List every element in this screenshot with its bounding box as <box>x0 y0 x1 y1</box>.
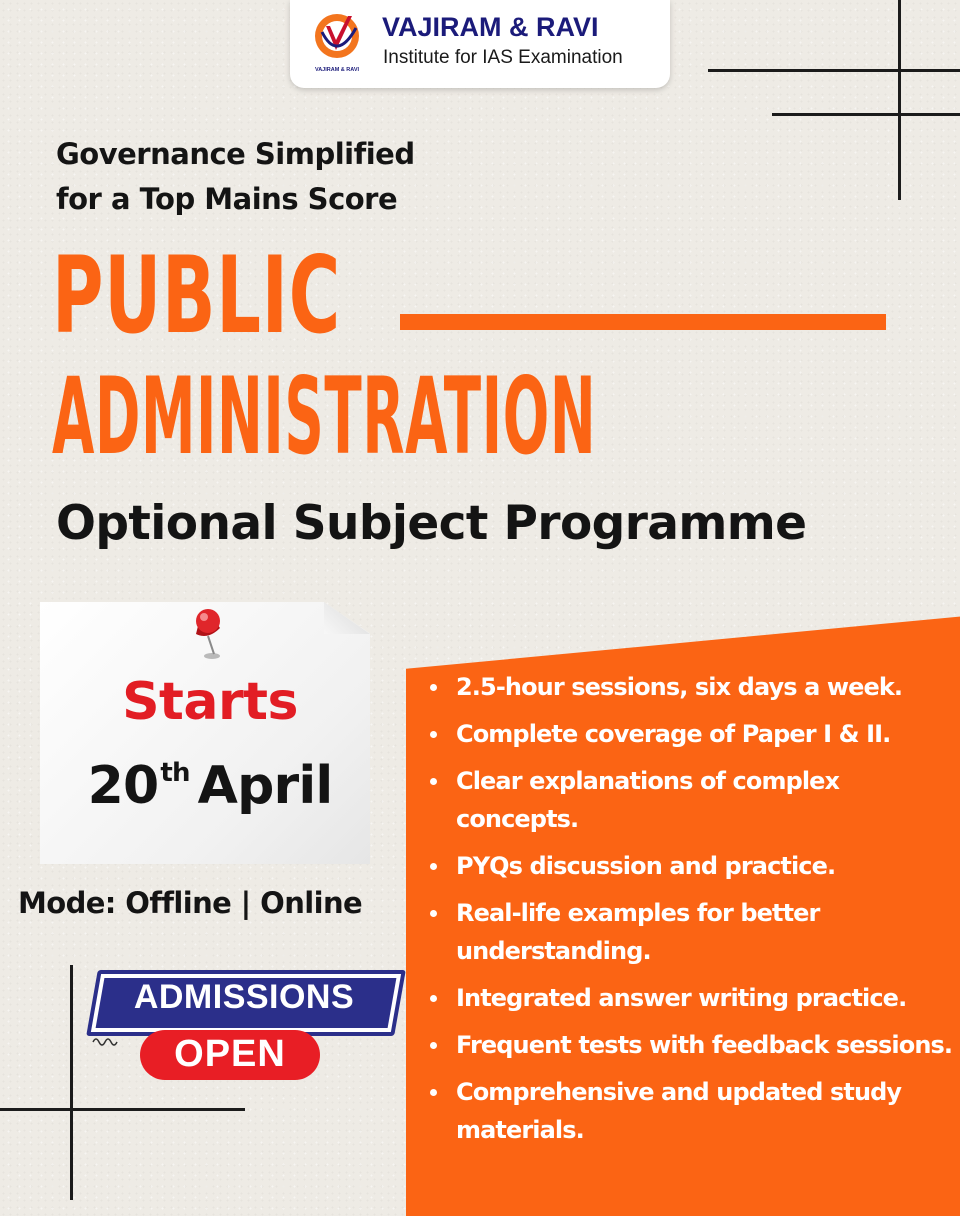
start-date-suffix: th <box>160 758 190 788</box>
admissions-label: ADMISSIONS <box>133 978 355 1016</box>
feature-item: Comprehensive and updated study materials. <box>428 1073 953 1149</box>
headline <box>56 132 415 222</box>
decor-line-bottom-left-vertical <box>70 965 73 1200</box>
features-list <box>428 668 953 1158</box>
feature-item: Real-life examples for better understanding. <box>428 894 953 970</box>
start-date-month: April <box>197 756 333 816</box>
brand-name: VAJIRAM & RAVI <box>382 12 599 42</box>
decor-line-top-right-horizontal <box>708 69 960 72</box>
title-line-1: PUBLIC <box>52 234 342 358</box>
squiggle-icon <box>92 1034 126 1048</box>
feature-item: Clear explanations of complex concepts. <box>428 762 953 838</box>
subtitle: Optional Subject Programme <box>56 496 807 551</box>
feature-item: Integrated answer writing practice. <box>428 979 953 1017</box>
decor-line-top-right-horizontal-2 <box>772 113 960 116</box>
headline-line-2: for a Top Mains Score <box>56 182 398 216</box>
title-line-2: ADMINISTRATION <box>52 355 597 479</box>
decor-line-bottom-left-horizontal <box>0 1108 245 1111</box>
logo-caption: VAJIRAM & RAVI <box>314 67 360 73</box>
feature-item: Complete coverage of Paper I & II. <box>428 715 953 753</box>
push-pin-icon <box>182 606 238 662</box>
brand-logo-icon <box>308 10 366 76</box>
headline-line-1: Governance Simplified <box>56 137 415 171</box>
feature-item: Frequent tests with feedback sessions. <box>428 1026 953 1064</box>
note-corner-fold <box>324 602 370 634</box>
mode-text: Mode: Offline | Online <box>18 886 363 920</box>
title-underline <box>400 314 886 330</box>
starts-label: Starts <box>122 672 298 732</box>
logo-card <box>290 0 670 88</box>
start-date <box>40 756 380 816</box>
brand-tagline: Institute for IAS Examination <box>383 47 623 68</box>
feature-item: 2.5-hour sessions, six days a week. <box>428 668 953 706</box>
feature-item: PYQs discussion and practice. <box>428 847 953 885</box>
open-label: OPEN <box>174 1033 286 1075</box>
start-date-day: 20 <box>87 756 159 816</box>
decor-line-top-right-vertical <box>898 0 901 200</box>
